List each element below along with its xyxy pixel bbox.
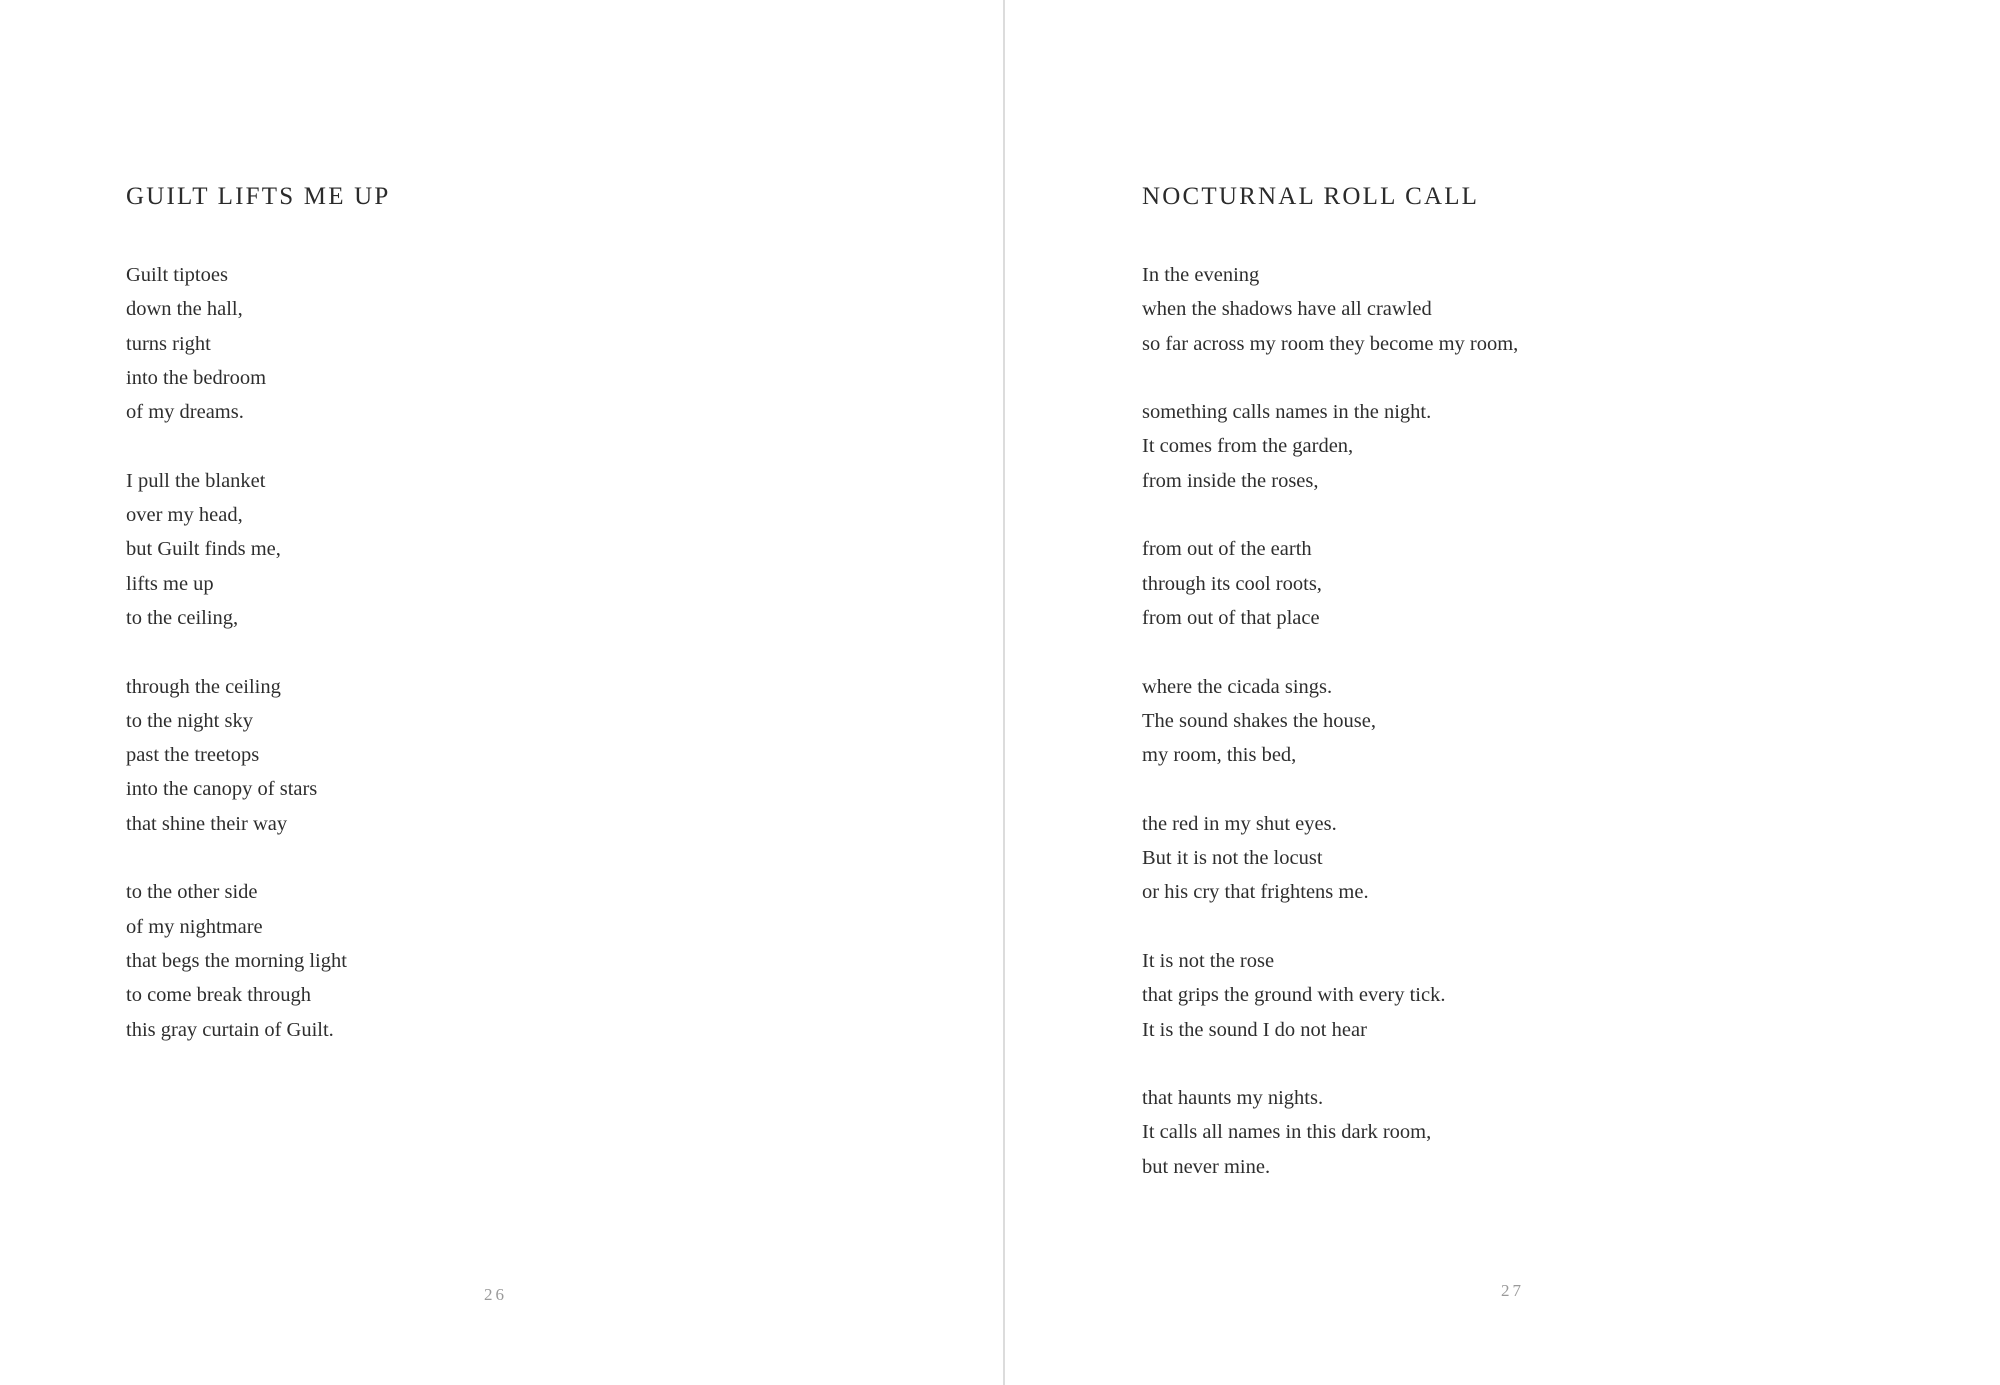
poem-line: through the ceiling xyxy=(126,675,281,698)
page-number: 26 xyxy=(484,1285,507,1304)
poem-line: It is the sound I do not hear xyxy=(1142,1018,1367,1041)
poem-line: turns right xyxy=(126,332,211,355)
poem-line: down the hall, xyxy=(126,298,243,321)
stanza xyxy=(1142,395,1518,498)
poem-line: but Guilt finds me, xyxy=(126,538,281,561)
poem-title: GUILT LIFTS ME UP xyxy=(126,183,391,210)
poem-line: the red in my shut eyes. xyxy=(1142,812,1337,835)
poem-line: I pull the blanket xyxy=(126,469,266,492)
poem-line: from out of that place xyxy=(1142,606,1320,629)
poem-line: my room, this bed, xyxy=(1142,744,1297,767)
poem-line: But it is not the locust xyxy=(1142,847,1323,870)
poem-line: to the other side xyxy=(126,881,258,904)
poem-line: past the treetops xyxy=(126,744,260,767)
poem-line: where the cicada sings. xyxy=(1142,675,1333,698)
poem-body xyxy=(1142,258,1518,1218)
stanza xyxy=(1142,532,1518,635)
poem-line: into the canopy of stars xyxy=(126,778,318,801)
poem-line: that haunts my nights. xyxy=(1142,1087,1324,1110)
page-number: 27 xyxy=(1501,1281,1524,1300)
poem-line: to the night sky xyxy=(126,709,253,732)
poem-line: lifts me up xyxy=(126,572,214,595)
poem-line: something calls names in the night. xyxy=(1142,401,1432,424)
poem-line: Guilt tiptoes xyxy=(126,264,228,286)
stanza xyxy=(1142,258,1518,361)
stanza xyxy=(1142,807,1518,910)
stanza xyxy=(126,875,347,1046)
poem-line: or his cry that frightens me. xyxy=(1142,881,1369,904)
poem-line: that grips the ground with every tick. xyxy=(1142,984,1446,1007)
poem-line: when the shadows have all crawled xyxy=(1142,298,1432,321)
poem-line: that begs the morning light xyxy=(126,949,347,972)
poem-line: that shine their way xyxy=(126,812,288,835)
poem-line: over my head, xyxy=(126,504,243,527)
stanza xyxy=(1142,1081,1518,1184)
stanza xyxy=(126,464,347,635)
stanza xyxy=(1142,670,1518,773)
poem-line: but never mine. xyxy=(1142,1155,1271,1178)
poem-line: It comes from the garden, xyxy=(1142,435,1354,458)
poem-line: of my nightmare xyxy=(126,915,263,938)
poem-line: of my dreams. xyxy=(126,401,244,424)
poem-line: to come break through xyxy=(126,984,312,1007)
stanza xyxy=(126,670,347,841)
poem-line: into the bedroom xyxy=(126,366,267,389)
poem-line: It calls all names in this dark room, xyxy=(1142,1121,1432,1144)
poem-line: to the ceiling, xyxy=(126,606,239,629)
poem-line: It is not the rose xyxy=(1142,949,1275,972)
poem-title: NOCTURNAL ROLL CALL xyxy=(1142,183,1480,210)
poem-line: through its cool roots, xyxy=(1142,572,1322,595)
right-page xyxy=(1005,0,2000,1385)
poem-line: The sound shakes the house, xyxy=(1142,709,1376,732)
poem-line: this gray curtain of Guilt. xyxy=(126,1018,334,1041)
poem-line: so far across my room they become my room, xyxy=(1142,332,1519,355)
poem-line: from out of the earth xyxy=(1142,538,1312,561)
stanza xyxy=(1142,944,1518,1047)
poem-body xyxy=(126,258,347,1081)
stanza xyxy=(126,258,347,429)
poem-line: In the evening xyxy=(1142,264,1260,286)
poem-line: from inside the roses, xyxy=(1142,469,1319,492)
